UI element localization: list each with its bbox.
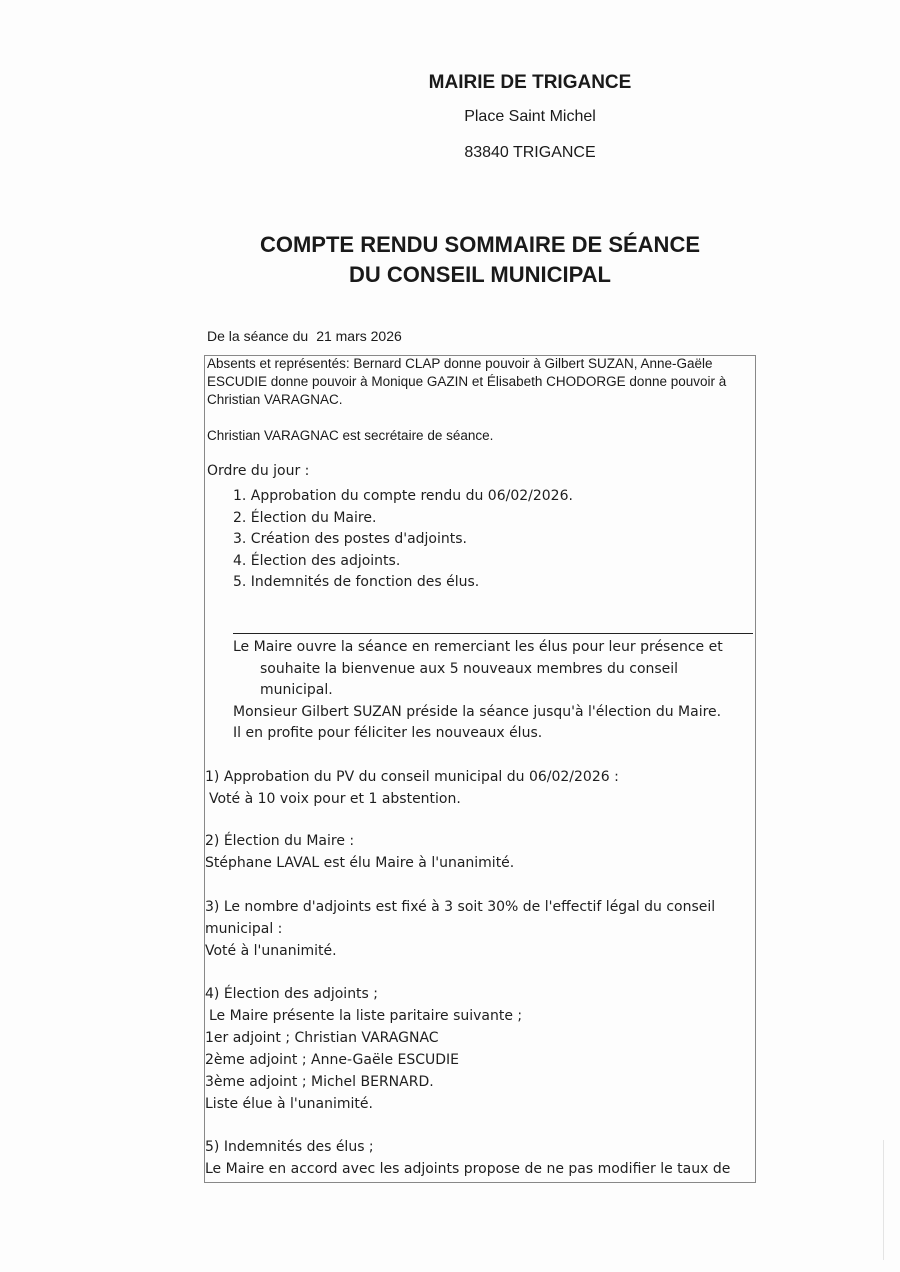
section-2-result: Stéphane LAVAL est élu Maire à l'unanimité.: [205, 855, 515, 871]
intro-line: Le Maire ouvre la séance en remerciant les élus pour leur présence et: [233, 639, 723, 655]
adjoint-line: 2ème adjoint ; Anne-Gaële ESCUDIE: [205, 1052, 460, 1068]
section-5: [205, 1136, 750, 1180]
section-4-intro: Le Maire présente la liste paritaire suivante ;: [209, 1008, 523, 1024]
address-street: Place Saint Michel: [464, 108, 596, 125]
scan-edge-mark: [883, 1140, 884, 1260]
section-3-result: Voté à l'unanimité.: [205, 943, 337, 959]
agenda-label: Ordre du jour :: [207, 463, 310, 479]
intro-line: municipal.: [260, 682, 333, 698]
separator-line: [233, 633, 753, 634]
address-city: 83840 TRIGANCE: [464, 144, 596, 161]
intro-paragraph: [233, 637, 753, 745]
session-label: De la séance du: [207, 328, 309, 344]
agenda-item: 5. Indemnités de fonction des élus.: [233, 574, 480, 590]
section-3-heading-cont: municipal :: [205, 921, 283, 937]
section-3-heading: 3) Le nombre d'adjoints est fixé à 3 soit 30% de l'effectif légal du conseil: [205, 899, 716, 915]
section-3: [205, 896, 750, 962]
section-2-heading: 2) Élection du Maire :: [205, 833, 355, 849]
agenda-item: 3. Création des postes d'adjoints.: [233, 531, 467, 547]
intro-line: Monsieur Gilbert SUZAN préside la séance jusqu'à l'élection du Maire.: [233, 703, 722, 720]
section-1-heading: 1) Approbation du PV du conseil municipal du 06/02/2026 :: [205, 769, 619, 785]
title-line-1: COMPTE RENDU SOMMAIRE DE SÉANCE: [259, 232, 701, 257]
section-5-heading: 5) Indemnités des élus ;: [205, 1139, 374, 1155]
absents-paragraph: Absents et représentés: Bernard CLAP donne pouvoir à Gilbert SUZAN, Anne-Gaële ESCUDIE donne pouvoir à Monique GAZIN et Élisabeth CHODORGE donne pouvoir à Christian VARAGNAC.: [207, 356, 727, 407]
secretary-line: Christian VARAGNAC est secrétaire de séance.: [207, 428, 494, 443]
session-date: [207, 328, 402, 344]
intro-line: souhaite la bienvenue aux 5 nouveaux membres du conseil: [260, 660, 679, 677]
adjoint-line: 3ème adjoint ; Michel BERNARD.: [205, 1074, 434, 1090]
section-1: [205, 766, 750, 810]
agenda-item: 2. Élection du Maire.: [233, 509, 377, 526]
agenda-item: 1. Approbation du compte rendu du 06/02/2026.: [233, 488, 573, 504]
section-4: [205, 983, 750, 1115]
intro-line: Il en profite pour féliciter les nouveaux élus.: [233, 725, 543, 741]
section-1-result: Voté à 10 voix pour et 1 abstention.: [209, 791, 461, 807]
section-4-heading: 4) Élection des adjoints ;: [205, 986, 379, 1002]
agenda-list: [233, 486, 573, 594]
title-line-2: DU CONSEIL MUNICIPAL: [349, 262, 611, 287]
section-2: [205, 830, 750, 874]
section-4-result: Liste élue à l'unanimité.: [205, 1096, 373, 1112]
section-5-text: Le Maire en accord avec les adjoints propose de ne pas modifier le taux de: [205, 1161, 731, 1177]
document-title: [160, 230, 800, 290]
mairie-name: MAIRIE DE TRIGANCE: [428, 72, 632, 93]
session-date-value: 21 mars 2026: [316, 328, 402, 344]
agenda-item: 4. Élection des adjoints.: [233, 552, 401, 569]
letterhead: [330, 66, 730, 171]
adjoint-line: 1er adjoint ; Christian VARAGNAC: [205, 1030, 439, 1046]
